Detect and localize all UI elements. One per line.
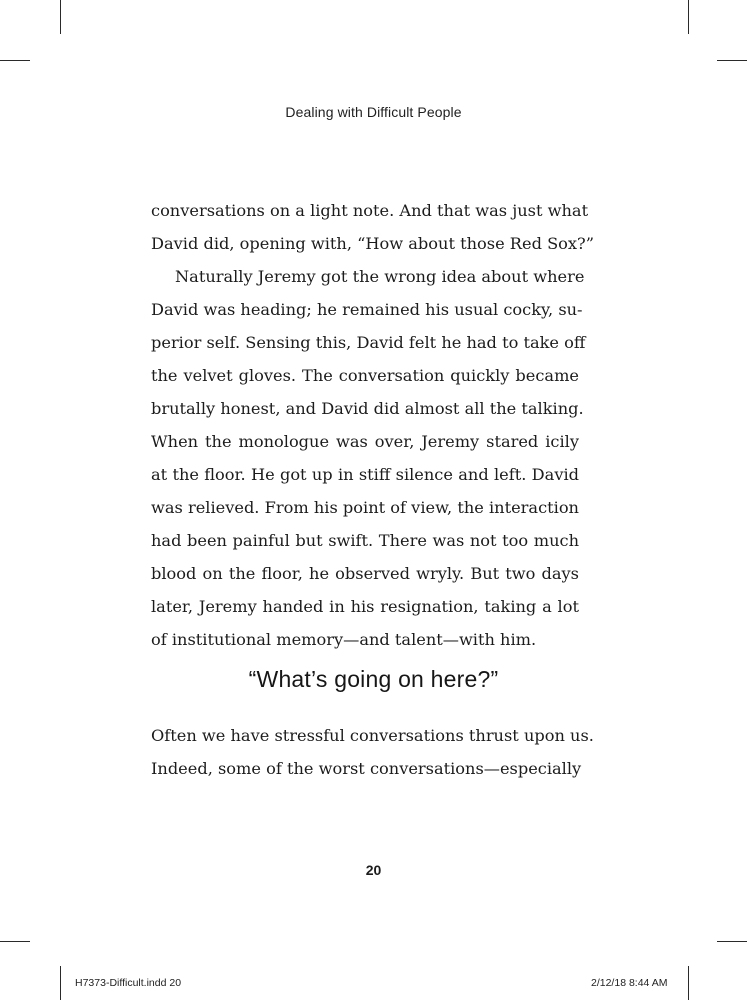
body-text-block-2 bbox=[151, 719, 594, 785]
crop-mark-right-bottom bbox=[717, 941, 747, 942]
text-line: had been painful but swift. There was not too much bbox=[151, 531, 579, 550]
text-line: later, Jeremy handed in his resignation, taking a lot bbox=[151, 597, 579, 616]
crop-mark-left-bottom bbox=[0, 941, 30, 942]
running-head: Dealing with Difficult People bbox=[285, 104, 462, 120]
text-line: was relieved. From his point of view, the interaction bbox=[151, 498, 579, 517]
text-line: Indeed, some of the worst conversations—especially bbox=[151, 759, 582, 778]
text-line: When the monologue was over, Jeremy stared icily bbox=[151, 432, 579, 451]
paragraph bbox=[151, 260, 586, 656]
text-line: David was heading; he remained his usual cocky, su- bbox=[151, 300, 583, 319]
text-line: conversations on a light note. And that was just what bbox=[151, 201, 589, 220]
section-heading: “What’s going on here?” bbox=[248, 666, 499, 692]
paragraph bbox=[151, 719, 594, 785]
crop-mark-right-top bbox=[717, 60, 747, 61]
crop-mark-top-left bbox=[60, 0, 61, 34]
crop-mark-bottom-right bbox=[688, 966, 689, 1000]
crop-mark-top-right bbox=[688, 0, 689, 34]
crop-mark-bottom-left bbox=[60, 966, 61, 1000]
text-line: Naturally Jeremy got the wrong idea about where bbox=[175, 267, 585, 286]
page-number: 20 bbox=[365, 862, 382, 878]
text-line: of institutional memory—and talent—with him. bbox=[151, 630, 537, 649]
text-line: brutally honest, and David did almost all the talking. bbox=[151, 399, 584, 418]
crop-mark-left-top bbox=[0, 60, 30, 61]
slug-file-info: H7373-Difficult.indd 20 bbox=[75, 977, 182, 989]
text-line: Often we have stressful conversations thrust upon us. bbox=[151, 726, 594, 745]
text-line: perior self. Sensing this, David felt he had to take off bbox=[151, 333, 586, 352]
body-text-block-1 bbox=[151, 194, 595, 656]
paragraph bbox=[151, 194, 595, 260]
text-line: David did, opening with, “How about those Red Sox?” bbox=[151, 234, 595, 253]
text-line: at the floor. He got up in stiff silence and left. David bbox=[151, 465, 579, 484]
slug-datetime: 2/12/18 8:44 AM bbox=[591, 977, 668, 989]
text-line: blood on the floor, he observed wryly. But two days bbox=[151, 564, 579, 583]
text-line: the velvet gloves. The conversation quickly became bbox=[151, 366, 579, 385]
